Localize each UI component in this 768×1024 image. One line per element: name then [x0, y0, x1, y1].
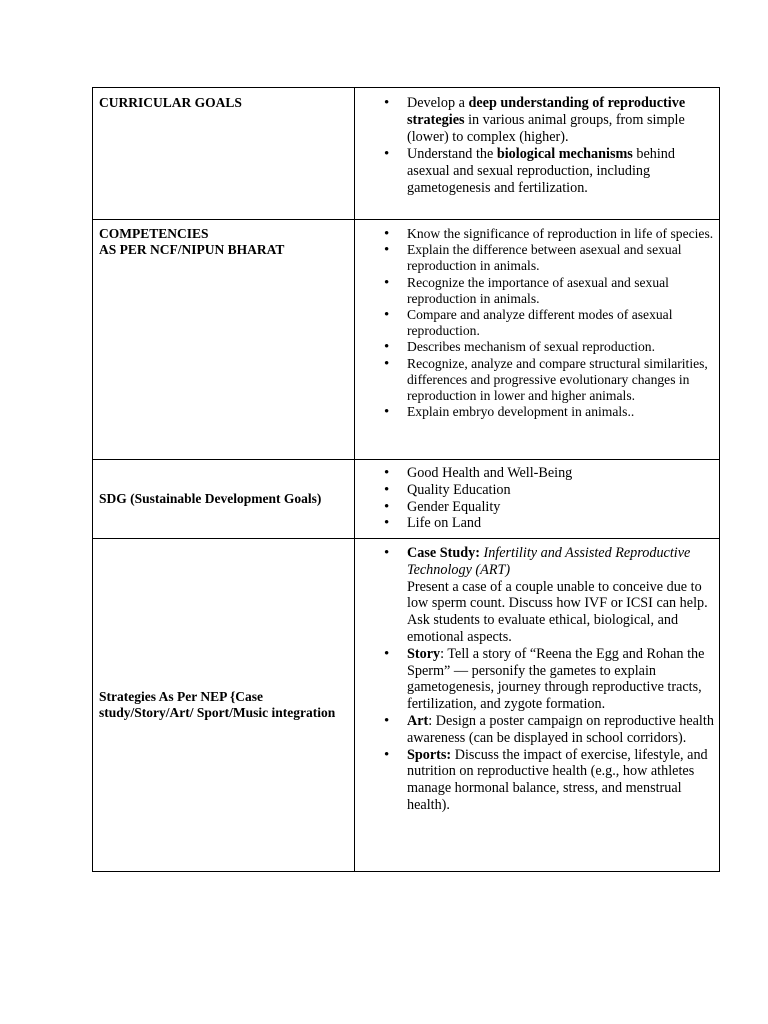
row-label-line: AS PER NCF/NIPUN BHARAT [99, 242, 285, 257]
list-item-italic-text: Infertility and Assisted Reproductive Technology (ART) [407, 545, 691, 578]
list-item-bold-text: Story [407, 645, 441, 662]
row-content-cell [355, 220, 720, 460]
list-item-bold-text: Sports: [407, 746, 452, 763]
list-item-art [407, 713, 719, 747]
list-item: • Life on Land [407, 515, 719, 532]
table-row-sdg [93, 460, 720, 539]
row-content-cell [355, 539, 720, 872]
row-label-competencies [93, 220, 354, 258]
table-row-competencies [93, 220, 720, 460]
row-content-cell [355, 460, 720, 539]
list-item-case-study [407, 545, 719, 646]
list-item: • Gender Equality [407, 499, 719, 516]
curriculum-table [92, 87, 720, 872]
bullet-list [355, 88, 719, 197]
bullet-list [355, 460, 719, 532]
list-item-story [407, 646, 719, 713]
list-item-bold-text: Art [407, 712, 429, 729]
list-item-text: in various animal groups, from simple (lower) to complex (higher). [407, 112, 685, 145]
list-item: • Explain embryo development in animals.. [407, 404, 719, 420]
list-item-sports [407, 747, 719, 814]
list-item-text: Develop a [407, 95, 469, 111]
row-label-cell [93, 88, 355, 220]
list-item-text: Discuss the impact of exercise, lifestyle, and nutrition on reproductive health (e.g., how athletes manage hormonal balance, stress, and menstrual health). [407, 746, 708, 813]
bullet-list [355, 539, 719, 814]
row-label-cell [93, 539, 355, 872]
row-label-cell [93, 460, 355, 539]
list-item-bold-text: Case Study: [407, 545, 480, 561]
list-item-text: : Tell a story of “Reena the Egg and Rohan the Sperm” — personify the gametes to explain gametogenesis, journey through reproductive tracts, fertilization, and zygote formation. [407, 645, 705, 713]
list-item-text: Present a case of a couple unable to conceive due to low sperm count. Discuss how IVF or ICSI can help. Ask students to evaluate ethical, biological, and emotional aspects. [407, 578, 708, 645]
list-item: • Describes mechanism of sexual reproduction. [407, 339, 719, 355]
row-content-cell [355, 88, 720, 220]
row-label-sdg: SDG (Sustainable Development Goals) [99, 491, 322, 506]
list-item-bold-text: deep understanding of reproductive strategies [407, 95, 686, 128]
list-item: • Know the significance of reproduction in life of species. [407, 226, 719, 242]
list-item [407, 95, 719, 146]
row-label-curricular-goals: CURRICULAR GOALS [99, 95, 242, 110]
row-label-line: COMPETENCIES [99, 226, 209, 241]
list-item: • Explain the difference between asexual and sexual reproduction in animals. [407, 242, 719, 274]
bullet-list [355, 220, 719, 420]
list-item-bold-text: biological mechanisms [496, 146, 633, 162]
list-item-text: : Design a poster campaign on reproductive health awareness (can be displayed in school corridors). [407, 712, 714, 746]
list-item: • Good Health and Well-Being [407, 465, 719, 482]
row-label-cell [93, 220, 355, 460]
table-row-strategies [93, 539, 720, 872]
list-item-text: behind asexual and sexual reproduction, including gametogenesis and fertilization. [407, 146, 675, 196]
list-item [407, 146, 719, 197]
list-item: • Recognize the importance of asexual and sexual reproduction in animals. [407, 275, 719, 307]
list-item: • Compare and analyze different modes of asexual reproduction. [407, 307, 719, 339]
list-item: • Quality Education [407, 482, 719, 499]
row-label-strategies: Strategies As Per NEP {Case study/Story/Art/ Sport/Music integration [99, 689, 336, 720]
table-row-curricular-goals [93, 88, 720, 220]
list-item: • Recognize, analyze and compare structural similarities, differences and progressive evolutionary changes in reproduction in lower and higher animals. [407, 356, 719, 405]
list-item-text: Understand the [407, 146, 497, 162]
